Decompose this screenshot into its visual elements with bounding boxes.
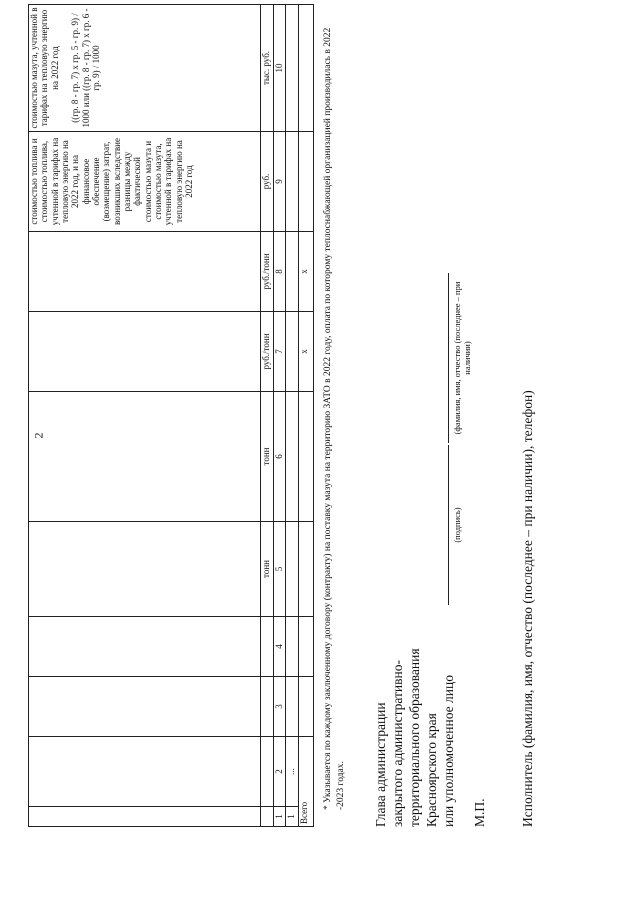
- unit-col-8: руб./тонн: [260, 232, 273, 312]
- signature-line: территориального образования: [407, 648, 422, 827]
- colnum: 3: [273, 677, 286, 737]
- units-row: [260, 5, 273, 827]
- header-col-9: стоимостью топлива и стоимостью топлива, учтенной в тарифах на тепловую энергию на 2022 год, и на финансовое обеспечение (возмещение) затрат, возникших вследствие разницы между фактической стоимостью мазута и стоимостью мазута, учтенной в тарифах на тепловую энергию на 2022 год: [29, 132, 261, 232]
- signature-block: [372, 648, 457, 827]
- unit-col-7: руб./тонн: [260, 312, 273, 392]
- signature-line: закрытого административно-: [390, 660, 405, 827]
- header-col-10-text: стоимостью мазута, учтенной в тарифах на тепловую энергию на 2022 год: [29, 7, 60, 129]
- stamp-label: М.П.: [472, 798, 487, 827]
- colnum: 4: [273, 617, 286, 677]
- total-col-7: x: [299, 312, 314, 392]
- row-number: 1: [286, 807, 299, 827]
- executor-line: Исполнитель (фамилия, имя, отчество (последнее – при наличии), телефон): [520, 390, 535, 827]
- colnum: 2: [273, 737, 286, 807]
- signature-line: Глава администрации: [373, 702, 388, 827]
- footnote: * Указывается по каждому заключенному договору (контракту) на поставку мазута на территорию ЗАТО в 2022 году, оплата по которому теплоснабжающей организацией производилась в 2022 -2023 годах.: [323, 27, 346, 810]
- column-numbers-row: [273, 5, 286, 827]
- sign-underline: [448, 445, 449, 605]
- total-row: [299, 5, 314, 827]
- name-caption: (фамилия, имя, отчество (последнее – при наличии): [452, 281, 473, 435]
- name-underline: [448, 273, 449, 443]
- total-label: Всего: [299, 737, 314, 827]
- page-number: 2: [31, 432, 46, 439]
- colnum: 8: [273, 232, 286, 312]
- colnum: 6: [273, 392, 286, 522]
- table-header-row: [29, 5, 261, 827]
- row-ellipsis: ...: [286, 737, 299, 807]
- unit-col-10: тыс. руб.: [260, 5, 273, 132]
- data-table: [28, 4, 314, 827]
- unit-col-6: тонн: [260, 392, 273, 522]
- header-col-10: [29, 5, 261, 132]
- total-col-8: x: [299, 232, 314, 312]
- colnum: 10: [273, 5, 286, 132]
- signature-line: или уполномоченное лицо: [441, 675, 456, 827]
- signature-line: Красноярского края: [424, 713, 439, 827]
- colnum: 1: [273, 807, 286, 827]
- unit-col-9: руб.: [260, 132, 273, 232]
- unit-col-5: тонн: [260, 522, 273, 617]
- colnum: 7: [273, 312, 286, 392]
- colnum: 9: [273, 132, 286, 232]
- sign-caption: (подпись): [452, 507, 462, 543]
- colnum: 5: [273, 522, 286, 617]
- table-row: [286, 5, 299, 827]
- header-col-10-formula: ((гр. 8 - гр. 7) х гр. 5 - гр. 9) / 1000 или ((гр. 8 - гр. 7) х гр. 6 - гр. 9) / 1000: [70, 8, 102, 128]
